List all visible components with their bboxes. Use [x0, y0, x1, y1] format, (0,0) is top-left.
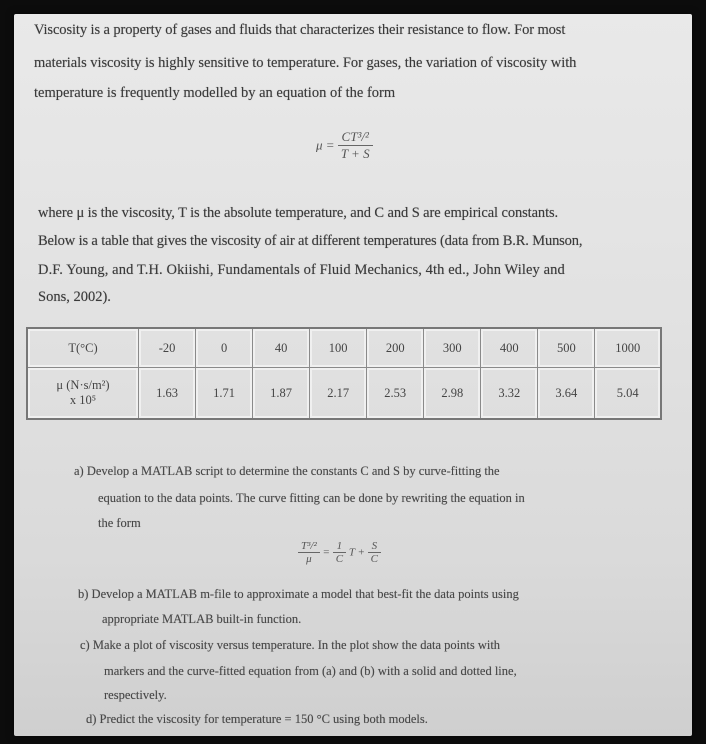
- intro-line-1: Viscosity is a property of gases and fluids that characterizes their resistance to flow. For most: [34, 22, 566, 38]
- table-row-temperature: [27, 328, 661, 368]
- task-b-line-2: appropriate MATLAB built-in function.: [102, 612, 302, 626]
- temperature-header: T(°C): [27, 328, 139, 368]
- linearized-mid-term: T +: [348, 546, 365, 559]
- table-row-viscosity: [27, 368, 661, 420]
- desc-line-1: where μ is the viscosity, T is the absolute temperature, and C and S are empirical constants.: [38, 205, 559, 221]
- linearized-intercept-numerator: S: [368, 540, 381, 553]
- viscosity-cell: 2.17: [310, 368, 367, 420]
- desc-line-3: D.F. Young, and T.H. Okiishi, Fundamentals of Fluid Mechanics, 4th ed., John Wiley and: [38, 262, 565, 278]
- task-c-line-3: respectively.: [104, 688, 167, 702]
- desc-line-2: Below is a table that gives the viscosity of air at different temperatures (data from B.R. Munson,: [38, 233, 583, 249]
- viscosity-cell: 3.32: [481, 368, 538, 420]
- task-a-line-1: a) Develop a MATLAB script to determine the constants C and S by curve-fitting the: [74, 464, 500, 478]
- viscosity-header: [27, 368, 139, 420]
- task-c-line-1: c) Make a plot of viscosity versus temperature. In the plot show the data points with: [80, 638, 501, 652]
- viscosity-cell: 1.71: [196, 368, 253, 420]
- viscosity-cell: 2.53: [367, 368, 424, 420]
- temperature-cell: 40: [253, 328, 310, 368]
- temperature-cell: -20: [139, 328, 196, 368]
- linearized-slope-denominator: C: [335, 553, 344, 565]
- intro-line-3: temperature is frequently modelled by an equation of the form: [34, 85, 396, 101]
- task-a-line-3: the form: [98, 516, 141, 530]
- temperature-cell: 400: [481, 328, 538, 368]
- task-d-line-1: d) Predict the viscosity for temperature = 150 °C using both models.: [86, 712, 428, 726]
- temperature-cell: 300: [424, 328, 481, 368]
- viscosity-table: [26, 327, 662, 420]
- temperature-cell: 500: [538, 328, 595, 368]
- linearized-equals: =: [322, 546, 330, 559]
- linearized-lhs-denominator: μ: [306, 553, 312, 565]
- viscosity-cell: 3.64: [538, 368, 595, 420]
- linearized-slope-fraction: [333, 540, 346, 565]
- equation-lhs: μ =: [316, 137, 335, 153]
- linearized-intercept-fraction: [368, 540, 381, 565]
- temperature-cell: 100: [310, 328, 367, 368]
- linearized-intercept-denominator: C: [370, 553, 378, 565]
- equation-fraction: [338, 129, 373, 162]
- viscosity-header-units: μ (N·s/m²): [56, 378, 110, 392]
- equation-denominator: T + S: [340, 146, 370, 161]
- viscosity-cell: 5.04: [595, 368, 661, 420]
- temperature-cell: 1000: [595, 328, 661, 368]
- viscosity-cell: 2.98: [424, 368, 481, 420]
- task-a-line-2: equation to the data points. The curve fitting can be done by rewriting the equation in: [98, 491, 525, 505]
- desc-line-4: Sons, 2002).: [38, 289, 111, 305]
- temperature-cell: 0: [196, 328, 253, 368]
- linearized-lhs-fraction: [298, 540, 320, 565]
- temperature-cell: 200: [367, 328, 424, 368]
- linearized-slope-numerator: 1: [333, 540, 346, 553]
- viscosity-header-scale: x 10⁵: [69, 393, 97, 407]
- viscosity-equation: [316, 129, 373, 162]
- viscosity-cell: 1.87: [253, 368, 310, 420]
- viscosity-cell: 1.63: [139, 368, 196, 420]
- task-c-line-2: markers and the curve-fitted equation from (a) and (b) with a solid and dotted line,: [104, 664, 517, 678]
- linearized-equation: [298, 540, 381, 565]
- equation-numerator: CT³/²: [338, 129, 373, 146]
- task-b-line-1: b) Develop a MATLAB m-file to approximate a model that best-fit the data points using: [78, 587, 519, 601]
- linearized-lhs-numerator: T³/²: [298, 540, 320, 553]
- intro-line-2: materials viscosity is highly sensitive to temperature. For gases, the variation of viscosity with: [34, 55, 577, 71]
